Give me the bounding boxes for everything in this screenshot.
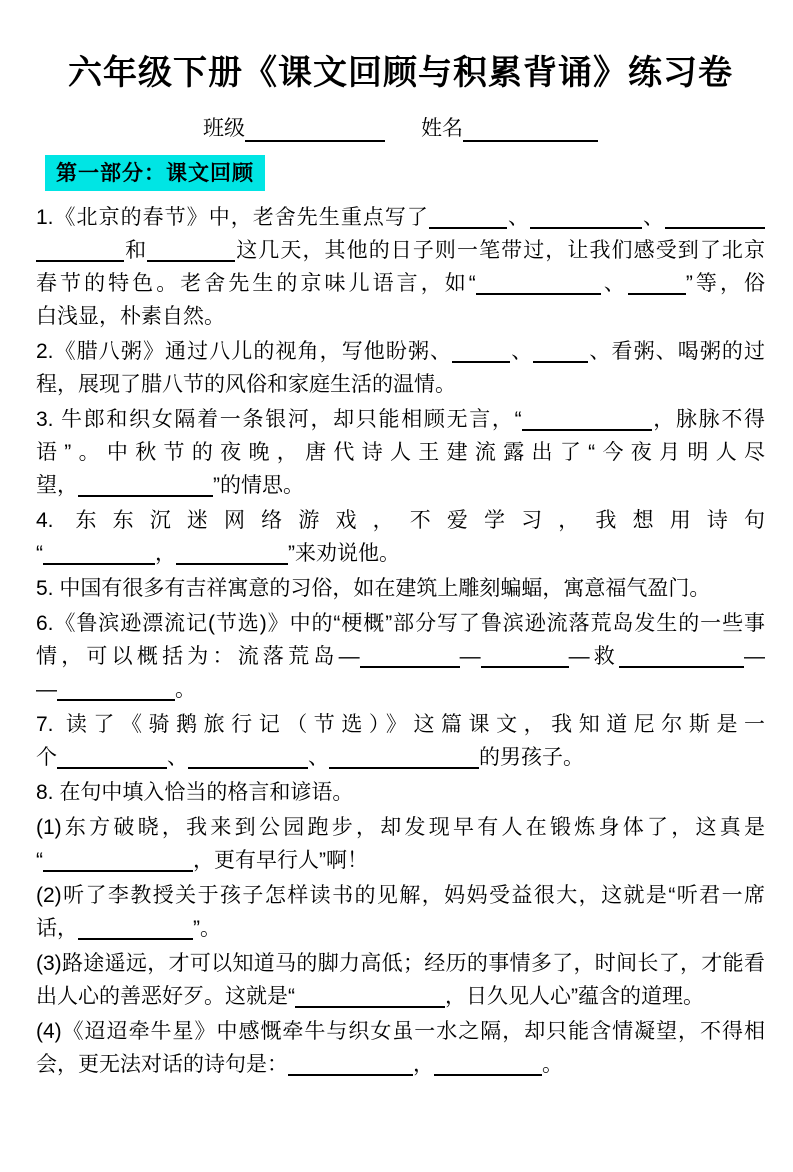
question-paragraph [36, 607, 765, 706]
question-paragraph [36, 572, 765, 605]
question-line [36, 1015, 765, 1048]
text-run: ”的情思。 [213, 474, 304, 497]
answer-blank[interactable] [434, 1066, 542, 1076]
header-fields [36, 116, 765, 142]
text-run: (4)《迢迢牵牛星》中感慨牵牛与织女虽一水之隔，却只能含情凝望，不得相 [36, 1020, 765, 1043]
question-line [36, 673, 765, 706]
question-line [36, 504, 765, 537]
question-line [36, 912, 765, 945]
text-run: —救 [568, 645, 620, 668]
name-field [421, 116, 598, 142]
text-run: 个 [36, 746, 57, 769]
class-field-line[interactable] [245, 136, 385, 142]
question-paragraph [36, 504, 765, 570]
text-run: (2)听了李教授关于孩子怎样读书的见解，妈妈受益很大，这就是“听君一席 [36, 884, 765, 907]
text-run: 望， [36, 474, 78, 497]
question-line [36, 572, 765, 605]
answer-blank[interactable] [476, 285, 601, 295]
answer-blank[interactable] [533, 353, 588, 363]
text-run: 、 [167, 746, 188, 769]
question-line [36, 980, 765, 1013]
text-run: ，日久见人心”蕴含的道理。 [445, 985, 704, 1008]
question-line [36, 811, 765, 844]
question-line [36, 537, 765, 570]
text-run: ， [413, 1053, 434, 1076]
question-line [36, 1048, 765, 1081]
text-run: 4. 东东沉迷网络游戏，不爱学习，我想用诗句 [36, 509, 765, 532]
question-line [36, 368, 765, 401]
answer-blank[interactable] [288, 1066, 413, 1076]
text-run: 的男孩子。 [479, 746, 584, 769]
text-run: 2.《腊八粥》通过八儿的视角，写他盼粥、 [36, 340, 453, 363]
text-run: 、 [641, 206, 666, 229]
question-line [36, 201, 765, 234]
text-run: 、 [600, 272, 628, 295]
text-run: 情，可以概括为：流落荒岛— [36, 645, 360, 668]
question-paragraph [36, 708, 765, 774]
name-field-label: 姓名 [421, 117, 463, 140]
text-run: 和 [124, 239, 148, 262]
text-run: 6.《鲁滨逊漂流记(节选)》中的“梗概”部分写了鲁滨逊流落荒岛发生的一些事 [36, 612, 765, 635]
question-line [36, 607, 765, 640]
question-paragraph [36, 201, 765, 333]
answer-blank[interactable] [176, 555, 288, 565]
answer-blank[interactable] [329, 759, 479, 769]
answer-blank[interactable] [57, 759, 167, 769]
section-badge: 第一部分：课文回顾 [45, 155, 265, 191]
question-paragraph [36, 879, 765, 945]
question-line [36, 741, 765, 774]
text-run: 、 [506, 206, 530, 229]
answer-blank[interactable] [295, 998, 445, 1008]
text-run: ， [155, 542, 176, 565]
text-run: 春节的特色。老舍先生的京味儿语言，如“ [36, 272, 476, 295]
text-run: ”来劝说他。 [288, 542, 400, 565]
answer-blank[interactable] [481, 658, 569, 668]
text-run: 话， [36, 917, 78, 940]
text-run: 3. 牛郎和织女隔着一条银河，却只能相顾无言，“ [36, 408, 522, 431]
text-run: ”。 [193, 917, 221, 940]
text-run: 8. 在句中填入恰当的格言和谚语。 [36, 781, 354, 804]
answer-blank[interactable] [665, 219, 765, 229]
answer-blank[interactable] [78, 930, 193, 940]
question-line [36, 335, 765, 368]
text-run: 5. 中国有很多有吉祥寓意的习俗，如在建筑上雕刻蝙蝠，寓意福气盈门。 [36, 577, 711, 600]
text-run: 、 [308, 746, 329, 769]
text-run: 。 [175, 678, 196, 701]
page-title: 六年级下册《课文回顾与积累背诵》练习卷 [68, 54, 733, 92]
class-field [203, 116, 385, 142]
question-line [36, 469, 765, 502]
question-line [36, 879, 765, 912]
name-field-line[interactable] [463, 136, 598, 142]
text-run: — [36, 678, 57, 701]
text-run: 程，展现了腊八节的风俗和家庭生活的温情。 [36, 373, 456, 396]
answer-blank[interactable] [452, 353, 510, 363]
answer-blank[interactable] [522, 421, 652, 431]
answer-blank[interactable] [147, 252, 235, 262]
text-run: 7. 读了《骑鹅旅行记（节选）》这篇课文，我知道尼尔斯是一 [36, 713, 765, 736]
question-line [36, 708, 765, 741]
question-line [36, 234, 765, 267]
text-run: ，更有早行人”啊！ [193, 849, 368, 872]
answer-blank[interactable] [78, 487, 213, 497]
question-line [36, 776, 765, 809]
text-run: 、看粥、喝粥的过 [588, 340, 765, 363]
question-paragraph [36, 776, 765, 809]
question-line [36, 436, 765, 469]
question-paragraph [36, 1015, 765, 1081]
question-line [36, 947, 765, 980]
class-field-label: 班级 [203, 117, 245, 140]
text-run: 1.《北京的春节》中，老舍先生重点写了 [36, 206, 429, 229]
question-line [36, 640, 765, 673]
question-line [36, 844, 765, 877]
text-run: 出人心的善恶好歹。这就是“ [36, 985, 295, 1008]
answer-blank[interactable] [43, 555, 155, 565]
text-run: 白浅显，朴素自然。 [36, 305, 225, 328]
worksheet-page [0, 50, 793, 1081]
text-run: 、 [510, 340, 534, 363]
answer-blank[interactable] [360, 658, 460, 668]
text-run: (3)路途遥远，才可以知道马的脚力高低；经历的事情多了，时间长了，才能看 [36, 952, 765, 975]
question-paragraph [36, 947, 765, 1013]
questions-container [36, 201, 765, 1081]
text-run: “ [36, 542, 43, 565]
text-run: 。 [542, 1053, 563, 1076]
question-paragraph [36, 403, 765, 502]
answer-blank[interactable] [619, 658, 744, 668]
text-run: ，脉脉不得 [651, 408, 765, 431]
answer-blank[interactable] [530, 219, 642, 229]
text-run: — [459, 645, 481, 668]
question-paragraph [36, 335, 765, 401]
text-run: (1)东方破晓，我来到公园跑步，却发现早有人在锻炼身体了，这真是 [36, 816, 765, 839]
answer-blank[interactable] [36, 252, 124, 262]
answer-blank[interactable] [628, 285, 686, 295]
text-run: 语”。中秋节的夜晚，唐代诗人王建流露出了“今夜月明人尽 [36, 441, 765, 464]
text-run: 会，更无法对话的诗句是： [36, 1053, 288, 1076]
text-run: — [744, 645, 765, 668]
text-run: “ [36, 849, 43, 872]
answer-blank[interactable] [57, 691, 175, 701]
question-line [36, 403, 765, 436]
text-run: ”等，俗 [685, 272, 765, 295]
question-line [36, 300, 765, 333]
text-run: 这几天，其他的日子则一笔带过，让我们感受到了北京 [235, 239, 765, 262]
answer-blank[interactable] [43, 862, 193, 872]
answer-blank[interactable] [188, 759, 308, 769]
answer-blank[interactable] [429, 219, 507, 229]
question-line [36, 267, 765, 300]
question-paragraph [36, 811, 765, 877]
